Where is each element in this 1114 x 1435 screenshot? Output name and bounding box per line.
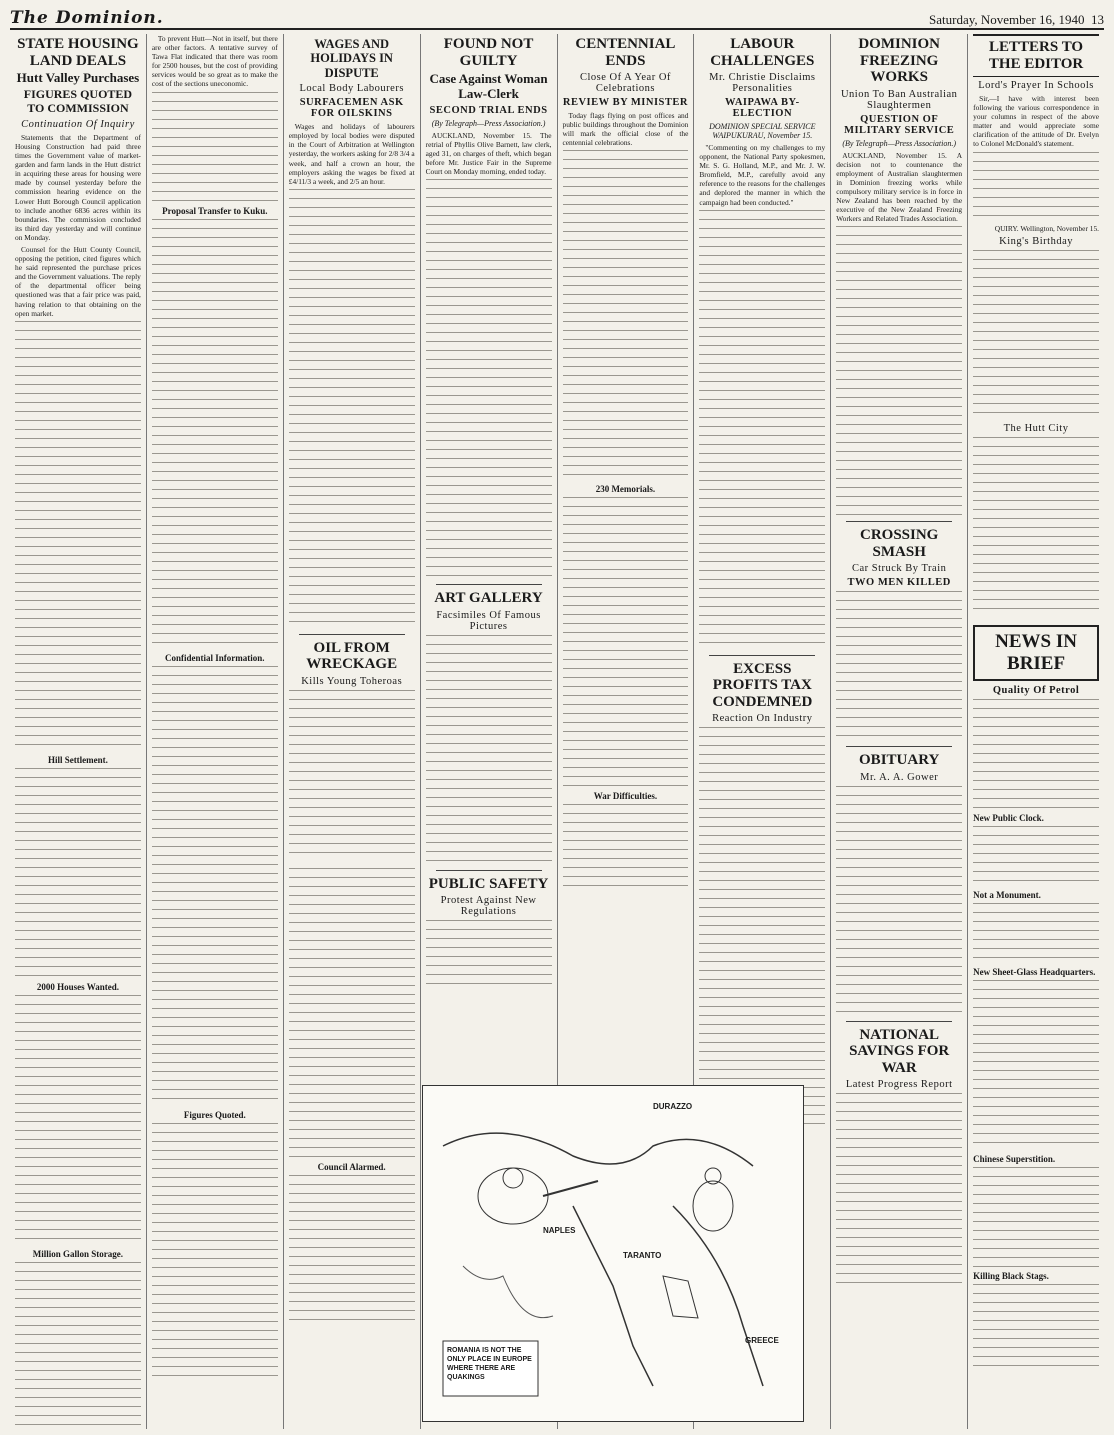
subhead-continuation: Continuation Of Inquiry — [21, 118, 135, 130]
body-text-block — [973, 1167, 1099, 1267]
sidehead: Million Gallon Storage. — [32, 1248, 124, 1259]
subhead-close: Close Of A Year Of Celebrations — [579, 72, 671, 94]
article-paragraph: Wages and holidays of labourers employed by local bodies were disputed in the Court of Arbitration at Wellington yesterday, the workers asking for 2/8 3/4 a week, and half a crown an hour, the employers asking the wages be fixed at £4/11/3 a week, and 2/5 an hour. — [288, 122, 415, 186]
sidehead: 230 Memorials. — [595, 484, 656, 495]
divider — [846, 521, 952, 522]
cartoon-label: NAPLES — [543, 1226, 576, 1235]
body-text-block — [426, 635, 552, 865]
body-text-block — [289, 189, 415, 629]
letter-signature: QUIRY. Wellington, November 15. — [994, 223, 1099, 233]
body-text-block — [152, 219, 278, 649]
byline: DOMINION SPECIAL SERVICE WAIPUKURAU, November 15. — [709, 122, 816, 140]
body-text-block — [836, 1093, 962, 1283]
sidehead: 2000 Houses Wanted. — [36, 981, 119, 992]
body-text-block — [699, 727, 825, 1127]
subhead-military: QUESTION OF MILITARY SERVICE — [844, 113, 955, 136]
divider — [299, 634, 405, 635]
body-text-block — [426, 179, 552, 579]
subhead-killed: TWO MEN KILLED — [847, 577, 951, 589]
article-paragraph: AUCKLAND, November 15. A decision not to countenance the employment of Australian slaughtermen in Dominion freezing works while compulsory military service is in force in New Zealand has been reached by the executive of the New Zealand Freezing Workers and Related Trades Association. — [836, 150, 963, 224]
editorial-cartoon — [422, 1085, 804, 1422]
body-text-block — [973, 826, 1099, 886]
subhead-car: Car Struck By Train — [851, 563, 947, 575]
body-text-block — [973, 980, 1099, 1150]
letter-paragraph: Sir,—I have with interest been following the various correspondence in your columns in respect of the above matter and would appreciate some clarification of the attitude of Dr. Evelyn to Colonel McDonald's statement. — [973, 94, 1099, 149]
sidehead: New Sheet-Glass Headquarters. — [973, 966, 1096, 977]
subhead-review: REVIEW BY MINISTER — [562, 97, 688, 108]
body-text-block — [563, 804, 689, 894]
subhead-hutt: Hutt Valley Purchases — [16, 70, 140, 85]
sidehead: Killing Black Stags. — [973, 1270, 1049, 1281]
article-paragraph: AUCKLAND, November 15. The retrial of Phyllis Olive Barnett, law clerk, aged 31, on charges of theft, which began before Mr. Justice Fair in the Supreme Court on Monday morning, ended today. — [425, 130, 552, 177]
body-text-block — [152, 92, 278, 202]
cartoon-label: TARANTO — [623, 1251, 662, 1260]
divider — [436, 870, 542, 871]
body-text-block — [152, 1123, 278, 1383]
masthead — [10, 6, 1104, 30]
cartoon-caption: ROMANIA IS NOT THE ONLY PLACE IN EUROPE WHERE THERE ARE QUAKINGS — [447, 1347, 532, 1381]
subhead-gower: Mr. A. A. Gower — [860, 771, 939, 783]
subhead-hutt-city: The Hutt City — [1003, 422, 1069, 434]
headline-not-guilty: FOUND NOT GUILTY — [443, 36, 534, 69]
body-text-block — [836, 786, 962, 1016]
headline-centennial: CENTENNIAL ENDS — [575, 36, 676, 69]
body-text-block — [973, 250, 1099, 420]
body-text-block — [15, 768, 141, 978]
sidehead: Council Alarmed. — [317, 1161, 386, 1172]
body-text-block — [15, 1262, 141, 1429]
column-3 — [284, 34, 421, 1429]
subhead-petrol: Quality Of Petrol — [992, 684, 1080, 696]
byline: (By Telegraph—Press Association.) — [842, 138, 957, 148]
subhead-progress: Latest Progress Report — [845, 1079, 953, 1091]
headline-freezing: DOMINION FREEZING WORKS — [858, 36, 941, 85]
subhead-case: Case Against Woman Law-Clerk — [429, 71, 548, 101]
body-text-block — [563, 497, 689, 787]
subhead-kings-birthday: King's Birthday — [999, 235, 1073, 247]
sidehead: Not a Monument. — [973, 889, 1041, 900]
sidehead: Hill Settlement. — [47, 754, 108, 765]
subhead-reaction: Reaction On Industry — [712, 713, 813, 725]
subhead-toheroas: Kills Young Toheroas — [301, 675, 403, 687]
sidehead: Proposal Transfer to Kuku. — [162, 205, 268, 216]
headline-obituary: OBITUARY — [859, 752, 940, 769]
headline-wages: WAGES AND HOLIDAYS IN DISPUTE — [310, 37, 393, 80]
article-paragraph: To prevent Hutt—Not in itself, but there are other factors. A tentative survey of Tawa Flat indicated that there was room for 2500 houses, but the cost of providing services would be so great as to make the cost of the sections uneconomic. — [151, 34, 278, 89]
headline-news-in-brief: NEWS IN BRIEF — [973, 625, 1099, 681]
cartoon-label: DURAZZO — [653, 1102, 693, 1111]
body-text-block — [289, 690, 415, 860]
body-text-block — [973, 152, 1099, 222]
body-text-block — [15, 321, 141, 751]
cartoon-label: GREECE — [745, 1336, 779, 1345]
subhead-figures: FIGURES QUOTED TO COMMISSION — [23, 87, 133, 116]
article-paragraph: Statements that the Department of Housing Construction had paid three times the Government value of market-garden and farm lands in the Hutt district in acquiring these areas for housing were made by counsel yesterday before the commission hearing evidence on the Lower Hutt Borough Council application to include another 6836 acres within its boundaries. The commission concluded its third day yesterday and will continue on Monday. — [15, 132, 141, 242]
body-text-block — [973, 1284, 1099, 1374]
headline-oil: OIL FROM WRECKAGE — [306, 639, 398, 673]
body-text-block — [836, 226, 962, 516]
body-text-block — [563, 150, 689, 480]
body-text-block — [973, 903, 1099, 963]
headline-letters: LETTERS TO THE EDITOR — [973, 34, 1099, 77]
headline-public-safety: PUBLIC SAFETY — [428, 875, 549, 892]
body-text-block — [152, 666, 278, 1106]
body-text-block — [15, 995, 141, 1245]
divider — [709, 655, 815, 656]
body-text-block — [289, 1175, 415, 1325]
column-7 — [831, 34, 968, 1429]
article-paragraph: Today flags flying on post offices and public buildings throughout the Dominion will mark the official close of the centennial celebrations. — [562, 111, 689, 148]
column-8 — [968, 34, 1104, 1429]
body-text-block — [836, 591, 962, 741]
headline-art-gallery: ART GALLERY — [434, 590, 543, 607]
subhead-labourers: Local Body Labourers — [299, 83, 404, 95]
headline-crossing: CROSSING SMASH — [860, 527, 939, 560]
subhead-facsimiles: Facsimiles Of Famous Pictures — [436, 609, 541, 632]
body-text-block — [426, 920, 552, 990]
byline: (By Telegraph—Press Association.) — [431, 118, 546, 128]
sidehead: War Difficulties. — [593, 791, 658, 802]
headline-labour: LABOUR CHALLENGES — [710, 36, 815, 69]
headline-savings: NATIONAL SAVINGS FOR WAR — [849, 1026, 950, 1076]
subhead-christie: Mr. Christie Disclaims Personalities — [709, 72, 816, 94]
subhead-protest: Protest Against New Regulations — [440, 895, 537, 918]
page-number: 13 — [1091, 12, 1104, 27]
subhead-oilskins: SURFACEMEN ASK FOR OILSKINS — [299, 97, 404, 120]
body-text-block — [699, 210, 825, 650]
divider — [846, 746, 952, 747]
subhead-trial: SECOND TRIAL ENDS — [429, 104, 548, 116]
sidehead: Figures Quoted. — [183, 1109, 246, 1120]
body-text-block — [289, 868, 415, 1158]
subhead-prayer: Lord's Prayer In Schools — [978, 80, 1094, 91]
newspaper-name: The Dominion. — [10, 8, 164, 28]
divider — [436, 584, 542, 585]
divider — [846, 1021, 952, 1022]
subhead-waipawa: WAIPAWA BY-ELECTION — [724, 97, 800, 119]
subhead-union: Union To Ban Australian Slaughtermen — [840, 88, 958, 111]
sidehead: New Public Clock. — [973, 812, 1044, 823]
column-1 — [10, 34, 147, 1429]
headline-excess-profits: EXCESS PROFITS TAX CONDEMNED — [712, 660, 813, 710]
body-text-block — [973, 699, 1099, 809]
body-text-block — [973, 437, 1099, 617]
sidehead: Confidential Information. — [165, 652, 265, 663]
article-paragraph: "Commenting on my challenges to my opponent, the National Party spokesmen, Mr. S. G. Holland, M.P., and Mr. J. W. Bromfield, M.P., carefully avoid any reference to the reasons for the challenges and deplored the manner in which the campaign had been conducted." — [699, 143, 826, 207]
column-2 — [147, 34, 284, 1429]
headline-housing: STATE HOUSING LAND DEALS — [17, 36, 139, 69]
article-paragraph: Counsel for the Hutt County Council, opposing the petition, cited figures which he said represented the purchase prices and the Government valuations. The reply of the departmental officer being questioned was that a fair price was paid, having relation to that obtaining on the open market. — [15, 245, 141, 318]
sidehead: Chinese Superstition. — [973, 1153, 1056, 1164]
dateline: Saturday, November 16, 1940 13 — [929, 12, 1104, 27]
